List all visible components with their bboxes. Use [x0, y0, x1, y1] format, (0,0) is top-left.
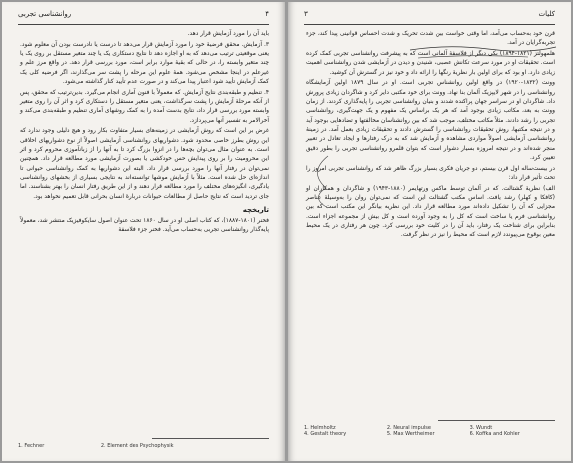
right-paragraph-3: وونت (۱۸۳۲-۱۹۲۰) در واقع اولین روانشناس تجربی است. او در سال ۱۸۷۹ اولین آزمایشگاه روانشناسی را در شهر لایپزیک آلمان بنا نهاد. وونت برای خود مکتبی دایر کرد و شاگردان زیادی پرورش داد. شاگردان او در سراسر جهان پراکنده شدند و بنیان روانشناسی تجربی را پایه‌گذاری کردند. از زمان وونت به بعد، مکاتب زیادی بوجود آمد که هر یک براساس یک مفهوم و یک جهت‌گیری، روانشناسی تجربی را رشد دادند. مثلاً مکاتب مختلف، موجب شد که بین روانشناسان مخالفتها و تضادهایی بوجود آید و در نتیجه مکتبها، روش تحقیقات روانشناسی را گسترش دادند و تحقیقات زیادی بعمل آمد. در زمینهٔ روانشناسی آزمایشی اصولاً مواردی مشاهده و آزمایش شد که به درک رفتارها و ایجاد تعادل در تعبیر منجر شده‌اند و در نتیجه امروزه بسیار دشوار است که بتوان قلمرو روانشناسی تجربی را بطور دقیق تعیین کرد.: [306, 80, 555, 161]
left-paragraph-2: ۳. آزمایش. محقق فرضیهٔ خود را مورد آزمایش قرار می‌دهد تا درست یا نادرست بودن آن معلوم شود. یعنی موقعیتی ترتیب می‌دهد که به او اجازه دهد تا نتایج دستکاری یک یا چند متغیر مستقل بر روی یک یا چند متغیر وابسته را، در حالی که بقیهٔ موارد برابر است، مورد بررسی قرار دهد. در واقع مرز علم و غیرعلم در اینجا مشخص می‌شود. همهٔ علوم این مرحله را پشت سر می‌گذارند، اگر فرضیه کلی یک کمک آزمایش تأیید شود اعتبار پیدا می‌کند و در صورت عدم تأیید کنار گذاشته می‌شود.: [20, 41, 269, 85]
right-header-rule: [304, 24, 555, 25]
footnote: 3. Wundt: [469, 425, 493, 431]
right-paragraph-1: قرن خود به‌حساب می‌آمد، اما وقتی خواست بین شدت تحریک و شدت احساس قوانینی پیدا کند، جزء تجربه‌گرایان در آمد.: [306, 31, 555, 47]
section-heading-history: تاریخچه: [242, 205, 269, 214]
left-paragraph-4: غرض بر این است که روش آزمایشی در زمینه‌های بسیار متفاوت بکار رود و هیچ دلیلی وجود ندارد که این روش بطرز خاصی محدود شود. دشواریهای روانشناسی آزمایشی اصولاً از نوع دشواریهای اخلاقی است. به عنوان مثال می‌توان بچه‌ها را در انزوا بزرگ کرد تا به آنها را از زبانآموزی محروم کرد و اثر این محرومیت را بر روی پیدایش حس خودکشی یا بصورت آزمایشی مورد مطالعه قرار داد. همچنین نمی‌توان در رفتار آنها را مورد بررسی قرار داد. البته این دشواریها به کمک روانشناسی حیوانی تا اندازه‌ای حل شده است. مثلاً با آزمایش موشها توانسته‌اند به نتایجی بسیاری از بخشهای روانشناسی یادگیری، انگیزه‌های مختلف را مورد مطالعه قرار دهند و از این طریق رفتار انسان را بهتر بشناسند. اما جای تردید است که نتایج حاصل از مطالعات حیوانات دربارهٔ انسان بحرانی قابل تعمیم نخواهد بود.: [20, 128, 269, 200]
left-page-body: [20, 30, 269, 237]
footnote: 5. Max Wertheimer: [386, 431, 435, 437]
left-footnotes: [18, 443, 269, 449]
left-page-header: [18, 10, 269, 22]
footnote: 2. Element des Psychophysik: [100, 443, 174, 449]
left-history-paragraph: فخنر (۱۸۰۱-۱۸۸۷)، که کتاب اصلی او در سال ۱۸۶۰ تحت عنوان اصول سایکوفیزیک منتشر شد، معمولاً پایه‌گذار روانشناسی تجربی به‌حساب می‌آید. فخنر جزء فلاسفهٔ: [20, 217, 269, 233]
footnote: 6. Koffka and Kohler: [469, 431, 520, 437]
footnote: 1. Fechner: [18, 443, 45, 449]
footnote: 1. Helmholtz: [304, 425, 336, 431]
right-paragraph-2: هلمهولتز (۱۸۲۱-۱۸۹۴) یکی دیگر از فلاسفهٔ آلمانی است که به پیشرفت روانشناسی تجربی کمک کرده است. تحقیقات او در مورد سرعت تکانش عصبی، شنیدن و دیدن در آزمایشی شدن روانشناسی اهمیت زیادی دارد. او بود که برای اولین بار نظریهٔ رنگها را ارائه داد و خود نیز در گسترش آن کوشید.: [306, 51, 556, 76]
right-paragraph-4: در بیست‌ساله اول قرن بیستم، دو جریان فکری بسیار بزرگ ظاهر شد که روانشناسی تجربی امروز را تحت تأثیر قرار داد:: [306, 165, 555, 181]
right-page-running-title: کلیات: [538, 10, 555, 18]
left-footnote-rule: [152, 438, 269, 439]
right-footnotes: [304, 425, 555, 437]
right-page-body: [306, 30, 555, 242]
footnote: 2. Neural impulse: [386, 425, 431, 431]
left-page: [2, 2, 285, 461]
footnote: 4. Gestalt theory: [304, 431, 347, 437]
right-footnote-rule: [438, 420, 555, 421]
left-paragraph-1: باید آن را مورد آزمایش قرار دهد.: [187, 31, 269, 37]
right-page: [288, 2, 571, 461]
left-header-rule: [18, 24, 269, 25]
right-page-header: [304, 10, 555, 22]
left-page-number: ۴: [265, 10, 269, 18]
right-page-number: ۳: [304, 10, 308, 18]
left-page-running-title: روانشناسی تجربی: [18, 10, 72, 18]
left-paragraph-3: ۴. تنظیم و طبقه‌بندی نتایج آزمایش. که معمولاً با فنون آماری انجام می‌گیرد. بدین‌ترتیب که محقق، پس از آنکه مرحلهٔ آزمایش را پشت سرگذاشت، یعنی متغیر مستقل را دستکاری کرد و اثر آن را روی متغیر وابسته مورد بررسی قرار داد، نتایج بدست آمده را به کمک روشهای آماری تنظیم و طبقه‌بندی می‌کند و آخرالامر به تفسیر آنها می‌پردازد.: [20, 89, 269, 124]
right-paragraph-5: الف) نظریهٔ گشتالت. که در آلمان توسط ماکس ورتهایمر (۱۸۸۰-۱۹۴۳) و شاگردان و همکاران او (کافکا و کهلر) رشد یافت. اساس مکتب گشتالت این است که نمی‌توان روان را به‌وسیلهٔ عناصر مجزایی که آن را تشکیل داده‌اند مورد مطالعه قرار داد. این نظریه بیانگر این مکتب است که بین روانشناسی فرم یا ساخت است که کل را به وجود آورده است و کل بیش از مجموعه اجزاء است. بنابراین برای شناخت یک رفتار، باید آن را در کلیت خود بررسی کرد. چون هر رفتاری در یک محیط معین بوقوع می‌پیوندد لازم است که محیط را نیز در نظر گرفت.: [306, 185, 556, 239]
